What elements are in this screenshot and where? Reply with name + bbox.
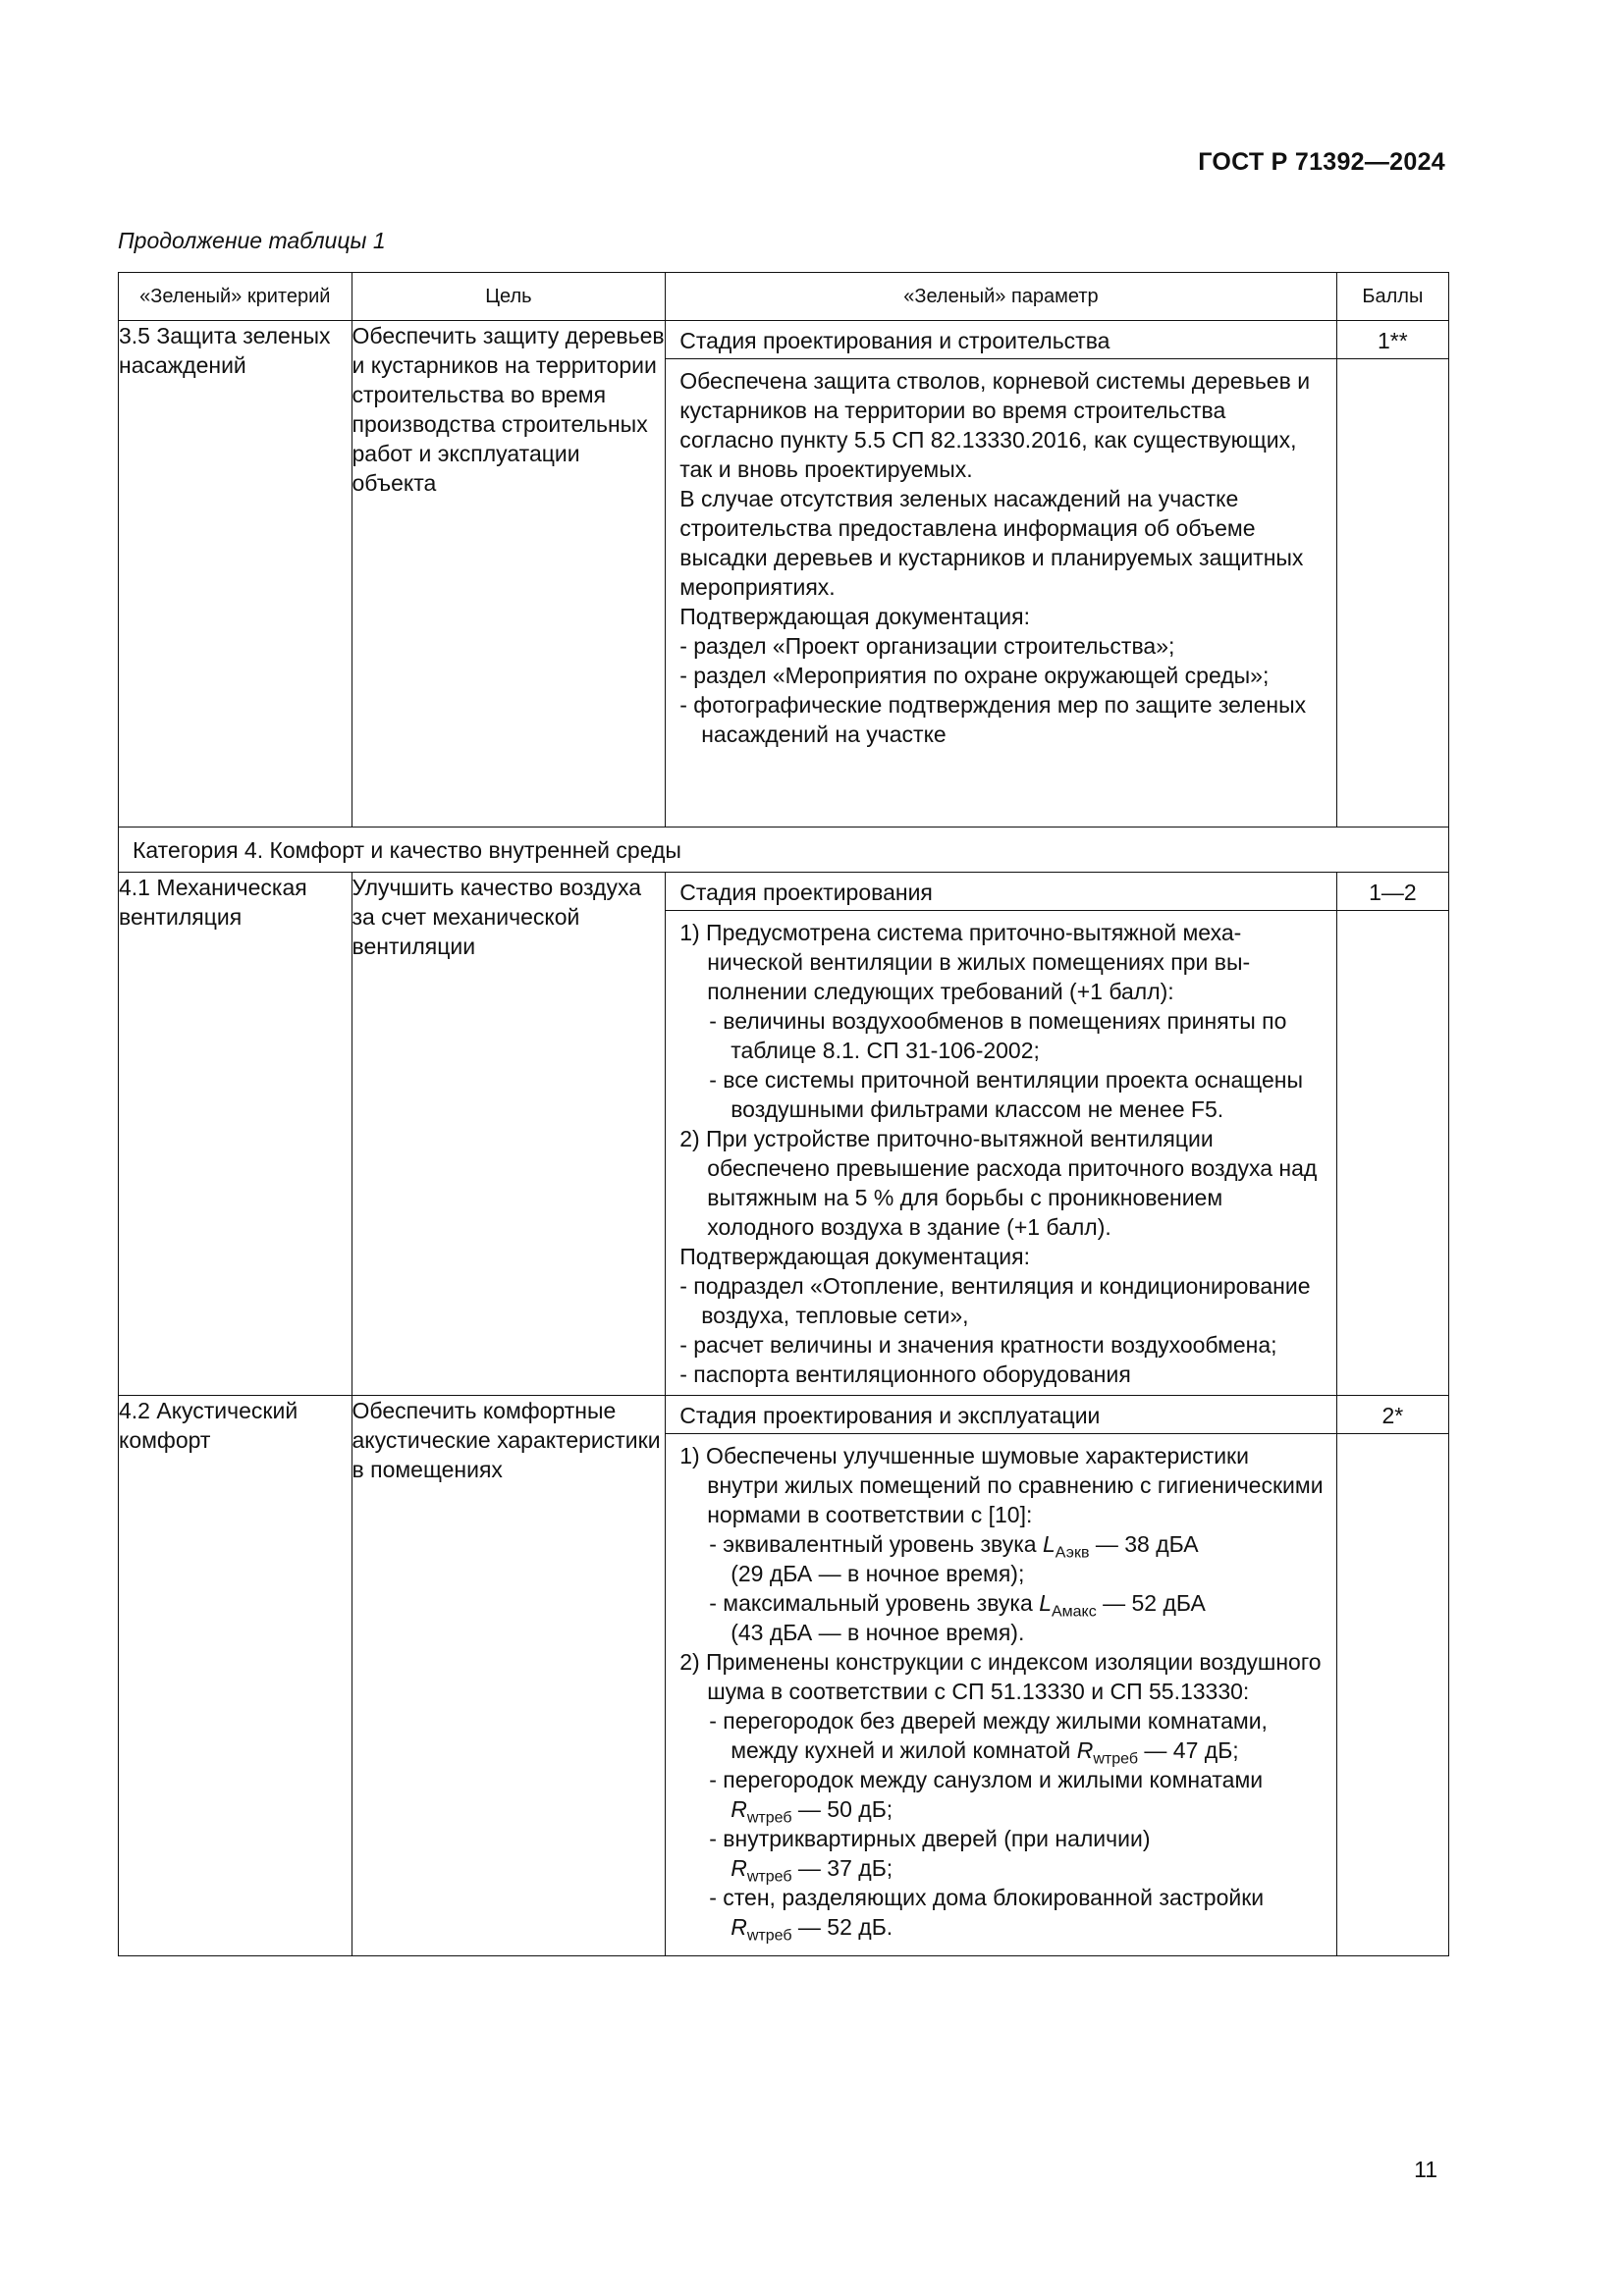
- criterion-cell: 3.5 Защита зеленых насаждений: [119, 321, 352, 828]
- points-divider: [1337, 1433, 1448, 1434]
- points-value: 2*: [1381, 1403, 1404, 1428]
- parameter-text: 1) Обеспечены улучшенные шумовые характеристики внутри жилых помещений по сравнению с гигиеническими нормами в соответствии с [10]: - эквивалентный уровень звука $L_{Аэкв}$ — 38 дБА (29 дБА — в ночное время); - максимальный уровень звука $L_{Амакс}$ — 52 дБА (43 дБА — в ночное время). 2) Применены конструкции с индексом изоляции воздушного шума в соответствии с СП 51.13330 и СП 55.13330: - перегородок без дверей между жилыми комнатами, между кухней и жилой комнатой $R_{wтреб}$ — 47 дБ; - перегородок между санузлом и жилыми комнатами $R_{wтреб}$ — 50 дБ; - внутриквартирных дверей (при наличии) $R_{wтреб}$ — 37 дБ; - стен, разделяющих дома блокированной застройки $R_{wтреб}$ — 52 дБ.: [666, 1433, 1336, 1955]
- points-value: 1—2: [1369, 880, 1417, 905]
- table-row: [119, 1396, 1449, 1956]
- criterion-cell: 4.1 Механическая вентиляция: [119, 873, 352, 1396]
- column-header: «Зеленый» параметр: [666, 273, 1337, 321]
- table-continuation-label: Продолжение таблицы 1: [118, 228, 386, 253]
- stage-label: Стадия проектирования и эксплуатации: [679, 1403, 1101, 1428]
- criteria-table: [118, 272, 1449, 1956]
- goal-cell: Обеспечить защиту деревьев и кустарников на территории строительства во время производства строительных работ и эксплуатации объекта: [352, 321, 666, 828]
- document-code: ГОСТ Р 71392—2024: [1198, 148, 1445, 176]
- points-cell: [1336, 873, 1448, 1396]
- parameter-text: 1) Предусмотрена система приточно-вытяжной механической вентиляции в жилых помещениях при выполнении следующих требований (+1 балл): - величины воздухообменов в помещениях приняты по таблице 8.1. СП 31-106-2002; - все системы приточной вентиляции проекта оснащены воздушными фильтрами классом не менее F5. 2) При устройстве приточно-вытяжной вентиляции обеспечено превышение расхода приточного воздуха над вытяжным на 5 % для борьбы с проникновением холодного воздуха в здание (+1 балл). Подтверждающая документация: - подраздел «Отопление, вентиляция и кондиционирование воздуха, тепловые сети», - расчет величины и значения кратности воздухообмена; - паспорта вентиляционного оборудования: [666, 910, 1336, 1395]
- criterion-cell: 4.2 Акустический комфорт: [119, 1396, 352, 1956]
- column-header: Цель: [352, 273, 666, 321]
- parameter-cell: [666, 1396, 1337, 1956]
- points-divider: [1337, 910, 1448, 911]
- points-cell: [1336, 1396, 1448, 1956]
- category-row: [119, 828, 1449, 873]
- table-header-row: [119, 273, 1449, 321]
- goal-cell: Улучшить качество воздуха за счет механической вентиляции: [352, 873, 666, 1396]
- column-header: Баллы: [1336, 273, 1448, 321]
- parameter-text: Обеспечена защита стволов, корневой системы деревьев и кустарников на территории во время строительства согласно пункту 5.5 СП 82.13330.2016, как существующих, так и вновь проектируемых. В случае отсутствия зеленых насаждений на участке строительства предоставлена информация об объеме высадки деревьев и кустарников и планируемых защитных мероприятиях. Подтверждающая документация: - раздел «Проект организации строительства»; - раздел «Мероприятия по охране окружающей среды»; - фотографические подтверждения мер по защите зеленых насаждений на участке: [666, 358, 1336, 755]
- page-number: 11: [1414, 2157, 1437, 2182]
- table-row: [119, 873, 1449, 1396]
- points-cell: [1336, 321, 1448, 828]
- parameter-cell: [666, 873, 1337, 1396]
- stage-label: Стадия проектирования и строительства: [679, 328, 1110, 353]
- goal-cell: Обеспечить комфортные акустические характеристики в помещениях: [352, 1396, 666, 1956]
- points-divider: [1337, 358, 1448, 359]
- category-title: Категория 4. Комфорт и качество внутренней среды: [119, 828, 1449, 873]
- column-header: «Зеленый» критерий: [119, 273, 352, 321]
- points-value: 1**: [1378, 328, 1408, 353]
- table-row: [119, 321, 1449, 828]
- stage-label: Стадия проектирования: [679, 880, 933, 905]
- parameter-cell: [666, 321, 1337, 828]
